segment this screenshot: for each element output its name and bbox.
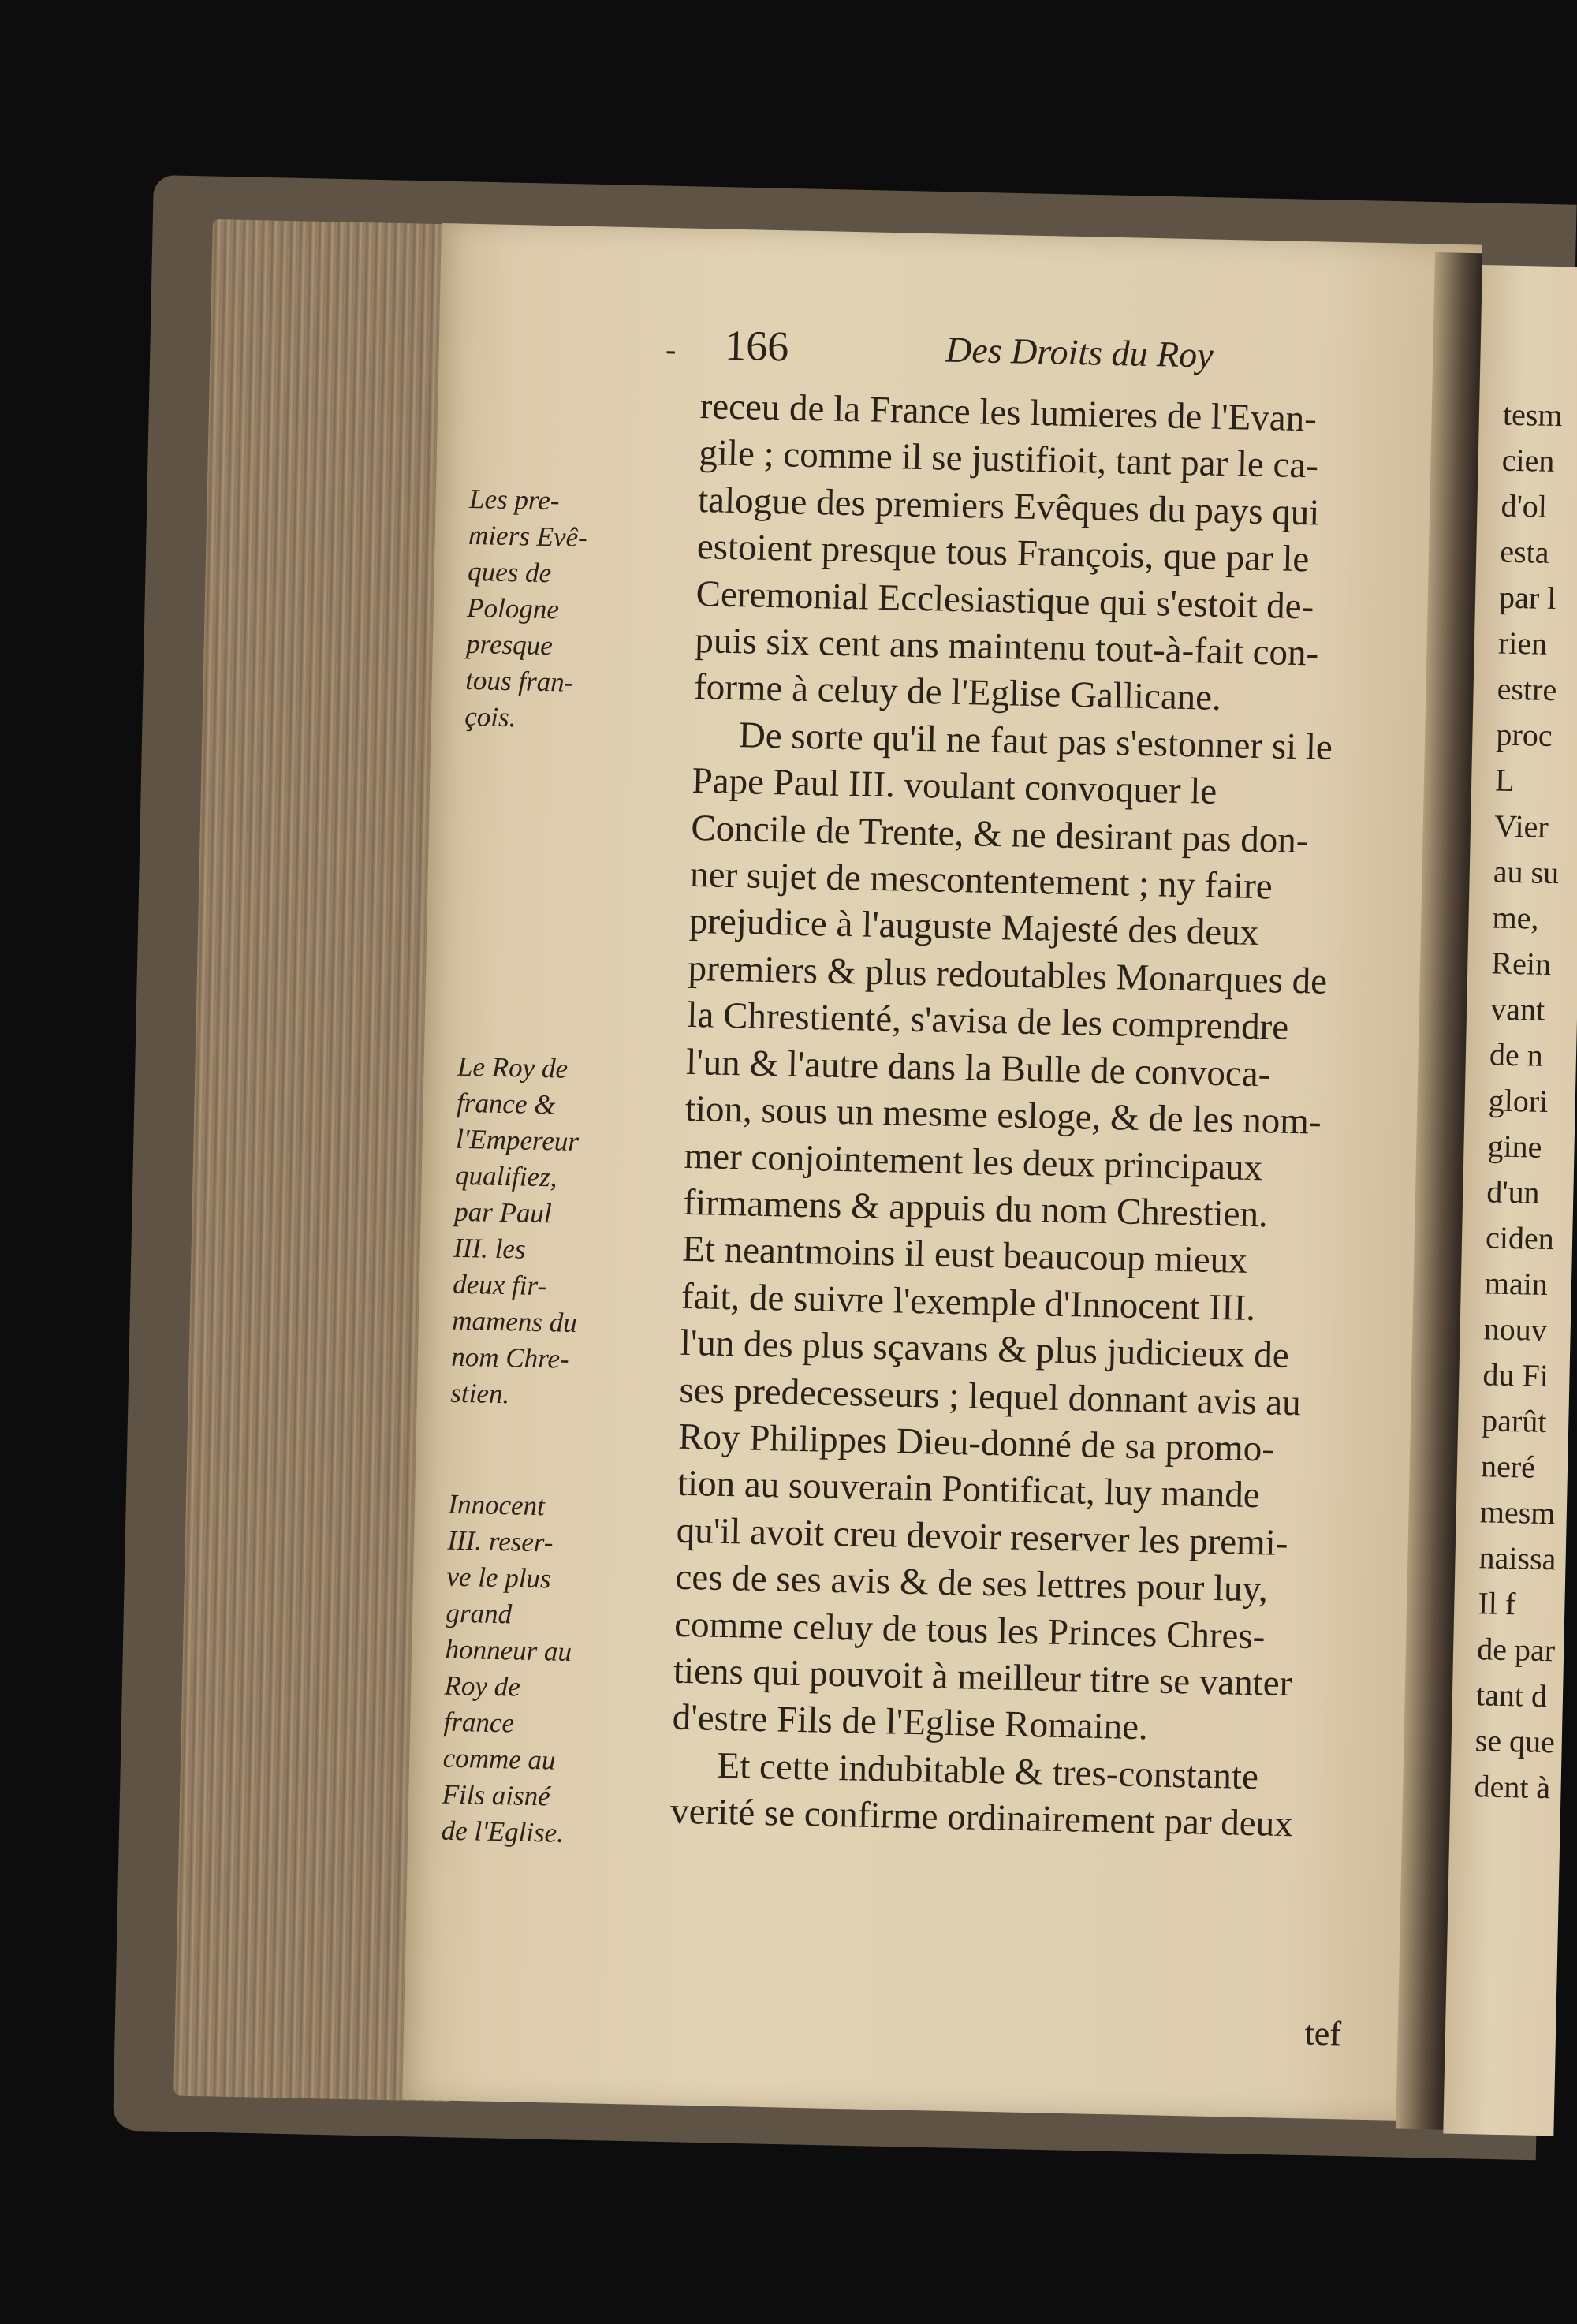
margin-note-innocent <box>441 1487 638 1853</box>
facing-line-fragment: proc <box>1496 716 1553 753</box>
facing-line-fragment: Vier <box>1493 808 1549 845</box>
margin-note-line: deux fir- <box>452 1268 547 1302</box>
facing-line-fragment: me, <box>1492 899 1540 936</box>
facing-line-fragment: vant <box>1489 990 1545 1028</box>
margin-note-roy-empereur <box>450 1049 647 1416</box>
text-line: Ceremonial Ecclesiastique qui s'estoit de- <box>695 573 1314 628</box>
facing-line-fragment: du Fi <box>1482 1356 1549 1394</box>
margin-note-line: france & <box>456 1087 556 1121</box>
text-line: Et neantmoins il eust beaucoup mieux <box>681 1229 1248 1282</box>
text-line: Pape Paul III. voulant convoquer le <box>692 760 1217 813</box>
margin-note-line: stien. <box>449 1377 510 1410</box>
text-line: qu'il avoit creu devoir reserver les premi- <box>676 1509 1288 1564</box>
facing-line-fragment: naissa <box>1478 1539 1556 1577</box>
facing-line-fragment: tesm <box>1502 396 1564 434</box>
text-line: De sorte qu'il ne faut pas s'estonner si le <box>738 714 1333 768</box>
facing-line-fragment: parût <box>1481 1402 1547 1440</box>
text-line: Concile de Trente, & ne desirant pas don- <box>690 807 1310 861</box>
margin-note-line: Le Roy de <box>457 1050 569 1084</box>
margin-note-line: grand <box>446 1597 513 1630</box>
margin-note-line: ques de <box>467 555 552 589</box>
facing-line-fragment: gine <box>1487 1128 1542 1165</box>
margin-note-line: ve le plus <box>446 1561 552 1595</box>
text-line: prejudice à l'auguste Majesté des deux <box>688 901 1259 954</box>
facing-line-fragment: estre <box>1497 670 1557 708</box>
text-line: la Chrestienté, s'avisa de les comprendre <box>686 994 1289 1049</box>
margin-note-line: par Paul <box>453 1196 553 1229</box>
margin-note-line: Pologne <box>466 591 560 625</box>
margin-note-line: Innocent <box>448 1488 546 1522</box>
text-line: d'estre Fils de l'Eglise Romaine. <box>672 1697 1149 1748</box>
margin-note-line: çois. <box>464 700 516 733</box>
header-dash: - <box>665 331 677 367</box>
facing-line-fragment: dent à <box>1474 1768 1551 1806</box>
text-line: forme à celuy de l'Eglise Gallicane. <box>693 666 1222 719</box>
text-line: tion, sous un mesme esloge, & de les nom- <box>684 1087 1322 1143</box>
facing-line-fragment: cien <box>1501 442 1555 479</box>
facing-line-fragment: main <box>1484 1265 1549 1303</box>
text-line: premiers & plus redoutables Monarques de <box>688 947 1328 1002</box>
margin-note-line: Roy de <box>444 1669 521 1703</box>
margin-note-line: honneur au <box>445 1633 572 1667</box>
running-title: Des Droits du Roy <box>945 329 1214 375</box>
catchword: tef <box>1304 2013 1342 2054</box>
margin-note-line: comme au <box>442 1742 556 1776</box>
facing-line-fragment: au su <box>1493 853 1560 891</box>
text-line: l'un des plus sçavans & plus judicieux de <box>680 1322 1290 1377</box>
margin-note-line: Fils aisné <box>442 1778 551 1812</box>
text-line: comme celuy de tous les Princes Chres- <box>673 1603 1266 1657</box>
facing-line-fragment: neré <box>1480 1448 1536 1485</box>
text-line: Roy Philippes Dieu-donné de sa promo- <box>677 1416 1275 1470</box>
margin-note-line: III. reser- <box>447 1524 554 1558</box>
facing-line-fragment: tant d <box>1475 1677 1548 1714</box>
text-line: fait, de suivre l'exemple d'Innocent III. <box>680 1275 1256 1329</box>
margin-note-line: tous fran- <box>464 664 574 698</box>
margin-note-line: qualifiez, <box>454 1159 557 1193</box>
margin-note-line: presque <box>465 628 554 662</box>
facing-line-fragment: glori <box>1488 1082 1549 1119</box>
facing-line-fragment: de par <box>1476 1631 1556 1669</box>
text-line: tiens qui pouvoit à meilleur titre se vanter <box>673 1650 1292 1705</box>
facing-line-fragment: rien <box>1497 625 1548 662</box>
margin-note-line: nom Chre- <box>450 1341 570 1375</box>
margin-note-line: III. les <box>453 1232 526 1265</box>
margin-note-line: miers Evê- <box>468 519 588 554</box>
facing-line-fragment: nouv <box>1483 1311 1548 1349</box>
text-line: firmamens & appuis du nom Chrestien. <box>682 1181 1269 1236</box>
margin-note-line: de l'Eglise. <box>441 1815 565 1848</box>
margin-note-line: l'Empereur <box>455 1123 580 1158</box>
text-line: l'un & l'autre dans la Bulle de convoca- <box>685 1041 1271 1095</box>
text-line: puis six cent ans maintenu tout-à-fait con- <box>694 620 1319 674</box>
text-line: estoient presque tous François, que par le <box>696 526 1310 580</box>
text-line: tion au souverain Pontificat, luy mande <box>677 1463 1261 1516</box>
text-line: talogue des premiers Evêques du pays qui <box>697 479 1320 534</box>
facing-line-fragment: d'un <box>1486 1173 1541 1210</box>
margin-note-line: Les pre- <box>468 483 560 517</box>
facing-line-fragment: se que <box>1474 1722 1556 1760</box>
text-line: verité se confirme ordinairement par deux <box>669 1790 1294 1845</box>
text-line: receu de la France les lumieres de l'Evan- <box>699 386 1318 440</box>
page-number: 166 <box>724 321 789 371</box>
facing-line-fragment: d'ol <box>1501 487 1548 524</box>
margin-note-line: mamens du <box>451 1304 578 1339</box>
facing-line-fragment: esta <box>1499 533 1550 570</box>
text-line: ner sujet de mescontentement ; ny faire <box>689 853 1273 908</box>
facing-line-fragment: ciden <box>1485 1219 1555 1257</box>
text-line: Et cette indubitable & tres-constante <box>717 1744 1259 1798</box>
facing-line-fragment: de n <box>1489 1036 1544 1073</box>
text-line: ses predecesseurs ; lequel donnant avis au <box>678 1369 1302 1423</box>
text-line: ces de ses avis & de ses lettres pour luy, <box>675 1556 1269 1610</box>
facing-line-fragment: par l <box>1498 579 1556 617</box>
text-line: mer conjointement les deux principaux <box>684 1135 1263 1188</box>
text-line: gile ; comme il se justifioit, tant par le ca- <box>698 432 1319 487</box>
body-text <box>670 383 1426 1850</box>
margin-note-pologne <box>464 481 659 739</box>
facing-line-fragment: Rein <box>1490 945 1552 983</box>
facing-line-fragment: Il f <box>1477 1585 1516 1622</box>
facing-line-fragment: L <box>1494 762 1515 798</box>
margin-note-line: france <box>443 1706 515 1739</box>
facing-line-fragment: mesm <box>1479 1494 1556 1531</box>
